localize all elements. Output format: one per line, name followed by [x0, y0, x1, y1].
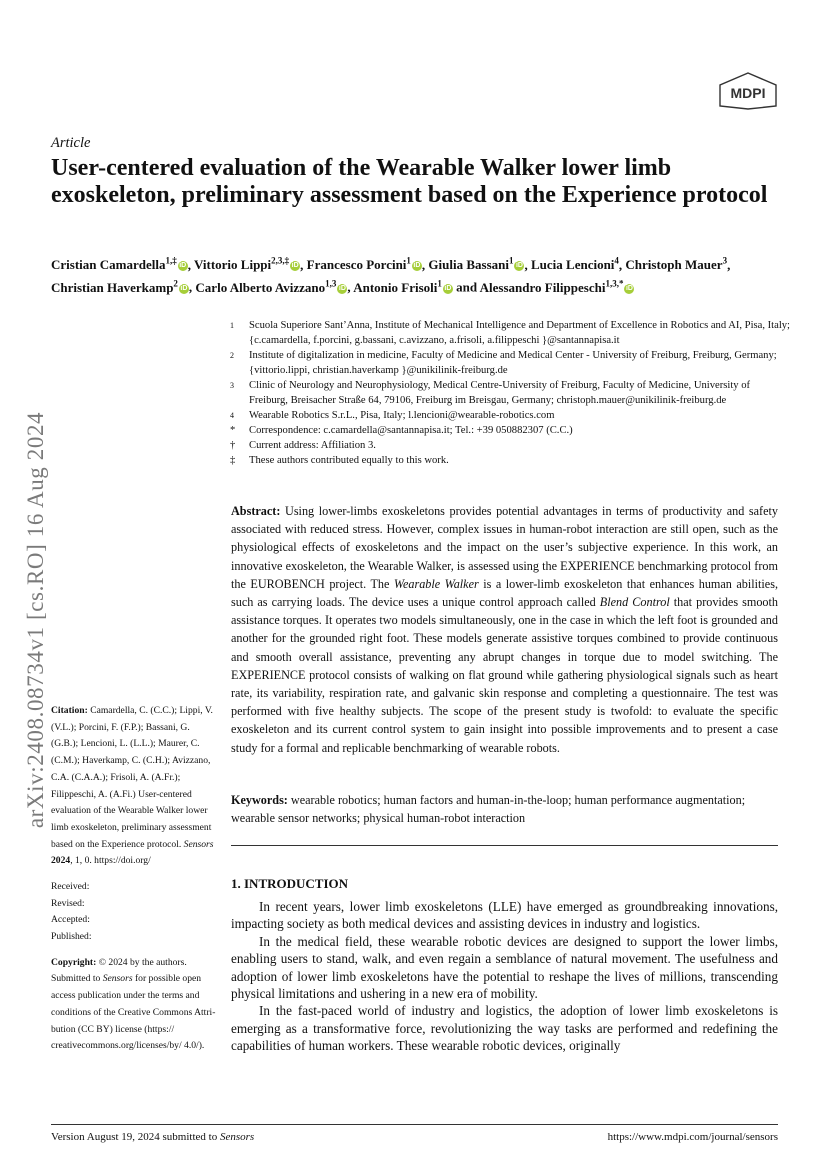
affiliation-marker: 4: [230, 411, 234, 420]
orcid-icon[interactable]: iD: [413, 262, 421, 270]
author-separator: ,: [187, 257, 194, 273]
orcid-icon[interactable]: iD: [625, 284, 633, 292]
author-separator: ,: [188, 279, 196, 295]
orcid-icon[interactable]: iD: [444, 284, 452, 292]
author-separator: ,: [524, 257, 531, 273]
keywords: [231, 791, 778, 827]
orcid-icon[interactable]: iD: [179, 262, 187, 270]
author-affiliation-marker: 2,3,‡: [271, 256, 290, 266]
keywords-text: wearable robotics; human factors and human-in-the-loop; human performance augmentation; wearable sensor networks; physical human-robot interaction: [231, 793, 746, 826]
author-name: Alessandro Filippeschi: [479, 279, 606, 295]
abstract-emphasis: Wearable Walker: [393, 576, 479, 591]
citation-journal: Sensors: [183, 838, 214, 850]
author-name: Antonio Frisoli: [353, 279, 438, 295]
affiliation-marker: 3: [230, 381, 234, 390]
affiliation-item: [230, 438, 790, 453]
affiliation-text: These authors contributed equally to this work.: [249, 455, 449, 466]
author: [353, 280, 453, 295]
author-separator: ,: [727, 257, 731, 273]
author-separator: and: [452, 279, 480, 295]
copyright-block: [51, 955, 216, 1055]
author-separator: ,: [618, 257, 626, 273]
copyright-journal: Sensors: [102, 973, 133, 985]
footer-version: [51, 1131, 254, 1143]
divider: [231, 845, 778, 846]
arxiv-stamp-text: arXiv:2408.08734v1 [cs.RO] 16 Aug 2024: [23, 411, 48, 829]
citation-block: [51, 703, 216, 870]
author-affiliation-marker: 1: [437, 278, 442, 289]
affiliation-item: [230, 378, 790, 408]
author: [531, 257, 619, 272]
orcid-icon[interactable]: iD: [291, 262, 299, 270]
footer-journal: Sensors: [219, 1131, 255, 1143]
author: [194, 257, 300, 272]
keywords-label: Keywords:: [231, 793, 288, 807]
date-published: Published:: [51, 931, 92, 943]
article-type: Article: [51, 135, 91, 151]
author-name: Francesco Porcini: [306, 257, 407, 273]
orcid-icon[interactable]: iD: [515, 262, 523, 270]
copyright-text: © 2024 by the authors. Submitted to: [51, 956, 187, 985]
author-affiliation-marker: 1,3: [325, 278, 337, 289]
author: [307, 257, 422, 272]
affiliation-marker: 2: [230, 351, 234, 360]
citation-year: 2024: [51, 855, 71, 867]
author-affiliation-marker: 1: [406, 256, 411, 266]
author-name: Vittorio Lippi: [193, 257, 272, 273]
copyright-text: for possible open access publication under the terms and conditions of the Creative Commons Attri- bution (CC BY) license (https:// creativecommons.org/licenses/by/ 4.0/).: [51, 973, 216, 1052]
affiliation-item: [230, 423, 790, 438]
affiliation-marker: †: [230, 440, 236, 451]
abstract-text: Using lower-limbs exoskeletons provides potential advantages in terms of productivity and safety associated with reduced stress. However, complex issues in human-robot interaction are still open, such as the physiological effects of exoskeletons and the impact on the user’s subjective experience. In this work, an innovative exoskeleton, the Wearable Walker, is assessed using the EXPERIENCE benchmarking protocol from the EUROBENCH project. The: [231, 504, 778, 591]
affiliation-item: [230, 348, 790, 378]
sidebar: [51, 703, 216, 1064]
author-affiliation-marker: 1: [508, 256, 514, 266]
author-name: Cristian Camardella: [51, 257, 166, 273]
section-heading: 1. INTRODUCTION: [231, 876, 349, 891]
author-name: Christian Haverkamp: [51, 279, 174, 295]
footer-version-text: Version August 19, 2024 submitted to: [51, 1131, 220, 1143]
orcid-icon[interactable]: iD: [180, 284, 188, 292]
affiliation-text: Clinic of Neurology and Neurophysiology, Medical Centre-University of Freiburg, Faculty of Medicine, University of Freiburg, Breisacher Straße 64, 79106, Freiburg im Breisgau, Germany; christoph.mauer@unikilinik-freiburg.de: [249, 380, 751, 406]
author-separator: ,: [300, 257, 307, 273]
author: [195, 280, 347, 295]
affiliation-text: Correspondence: c.camardella@santannapisa.it; Tel.: +39 050882307 (C.C.): [249, 425, 573, 436]
author-affiliation-marker: 1,‡: [165, 256, 177, 266]
abstract-text: is a lower-limb exoskeleton that enhances human abilities, such as carrying loads. The device uses a unique control approach called: [231, 576, 779, 610]
citation-label: Citation:: [51, 705, 88, 716]
abstract-text: that provides smooth assistance torques. It operates two models simultaneously, one in the case in which the left foot is grounded and another for the grounded right foot. These models generate assistive torques combined to provide continuous and smooth overall assistance, preventing any abrupt changes in torque due to model switching. The EXPERIENCE protocol consists of walking on flat ground while gathering physiological signals such as heart rate, its variability, respiration rate, and galvanic skin response and completing a questionnaire. The test was performed with five healthy subjects. The scope of the present study is twofold: to evaluate the specific exoskeleton and its current control system to gain insight into possible improvements and to present a case study for a formal and replicable benchmarking of wearable robots.: [231, 595, 779, 755]
affiliation-item: [230, 408, 790, 423]
publisher-wordmark: MDPI: [730, 85, 766, 101]
author-name: Lucia Lencioni: [530, 257, 615, 273]
affiliation-marker: 1: [230, 321, 234, 330]
affiliations: [230, 318, 790, 468]
affiliation-text: Current address: Affiliation 3.: [249, 440, 376, 451]
abstract-emphasis: Blend Control: [599, 595, 670, 610]
author-affiliation-marker: 1,3,*: [605, 278, 624, 289]
date-received: Received:: [51, 881, 90, 893]
paper-title: User-centered evaluation of the Wearable Walker lower limb exoskeleton, preliminary assessment based on the Experience protocol: [51, 155, 768, 208]
affiliation-marker: *: [230, 425, 236, 436]
body-paragraph: In the medical field, these wearable robotic devices are designed to support the lower limbs, enabling users to stand, walk, and even regain a semblance of natural movement. The usefulness and adoption of lower limb exoskeletons have the potential to reshape the lives of millions, transcending physical limitations and ushering in a new era of mobility.: [231, 933, 778, 1002]
orcid-icon[interactable]: iD: [338, 284, 346, 292]
author-separator: ,: [421, 257, 429, 273]
citation-rest: , 1, 0. https://doi.org/: [70, 855, 151, 867]
date-accepted: Accepted:: [51, 914, 90, 926]
affiliation-item: [230, 318, 790, 348]
affiliation-text: Institute of digitalization in medicine, Faculty of Medicine and Medical Center - University of Freiburg, Freiburg, Germany; {vittorio.lippi, christian.haverkamp }@unikilinik-freiburg.de: [249, 350, 777, 376]
author: [480, 280, 635, 295]
introduction-body: [231, 898, 778, 1055]
affiliation-text: Wearable Robotics S.r.L., Pisa, Italy; l.lencioni@wearable-robotics.com: [249, 410, 555, 421]
author-affiliation-marker: 2: [173, 278, 178, 289]
citation-text: Camardella, C. (C.C.); Lippi, V. (V.L.); Porcini, F. (F.P.); Bassani, G. (G.B.); Lencioni, L. (L.L.); Maurer, C. (C.M.); Haverkamp, C. (C.H.); Avizzano, C.A. (C.A.A.); Frisoli, A. (A.Fr.); Filippeschi, A. (A.Fi.) User-centered evaluation of the Wearable Walker lower limb exoskeleton, preliminary assessment based on the Experience protocol.: [51, 705, 213, 850]
affiliation-item: [230, 453, 790, 468]
dates-block: [51, 879, 216, 946]
body-paragraph: In recent years, lower limb exoskeletons (LLE) have emerged as groundbreaking innovations, impacting society as both medical devices and assisting devices in industry and logistics.: [231, 899, 778, 932]
author-name: Christoph Mauer: [625, 257, 723, 273]
footer-divider: [51, 1124, 778, 1125]
mdpi-logo: [718, 72, 778, 110]
author: [51, 257, 188, 272]
abstract: [231, 502, 778, 757]
affiliation-marker: ‡: [230, 455, 236, 466]
abstract-label: Abstract:: [231, 504, 281, 518]
author-affiliation-marker: 3: [722, 256, 728, 266]
affiliation-text: Scuola Superiore Sant’Anna, Institute of Mechanical Intelligence and Department of Excellence in Robotics and AI, Pisa, Italy; {c.camardella, f.porcini, g.bassani, c.avizzano, a.frisoli, a.filippeschi }@santannapisa.it: [249, 320, 790, 346]
footer-journal-link[interactable]: https://www.mdpi.com/journal/sensors: [607, 1131, 778, 1143]
author-affiliation-marker: 4: [614, 256, 619, 266]
author: [625, 257, 727, 272]
author-separator: ,: [347, 279, 354, 295]
author-name: Giulia Bassani: [428, 257, 509, 273]
body-paragraph: In the fast-paced world of industry and logistics, the adoption of lower limb exoskeletons is emerging as a transformative force, revolutionizing the way tasks are performed and redefining the capabilities of human workers. These wearable robotic devices, originally: [231, 1003, 778, 1054]
copyright-label: Copyright:: [51, 956, 97, 968]
date-revised: Revised:: [51, 897, 85, 909]
author: [51, 280, 189, 295]
author: [428, 257, 524, 272]
author-name: Carlo Alberto Avizzano: [195, 279, 326, 295]
author-list: [51, 252, 786, 297]
